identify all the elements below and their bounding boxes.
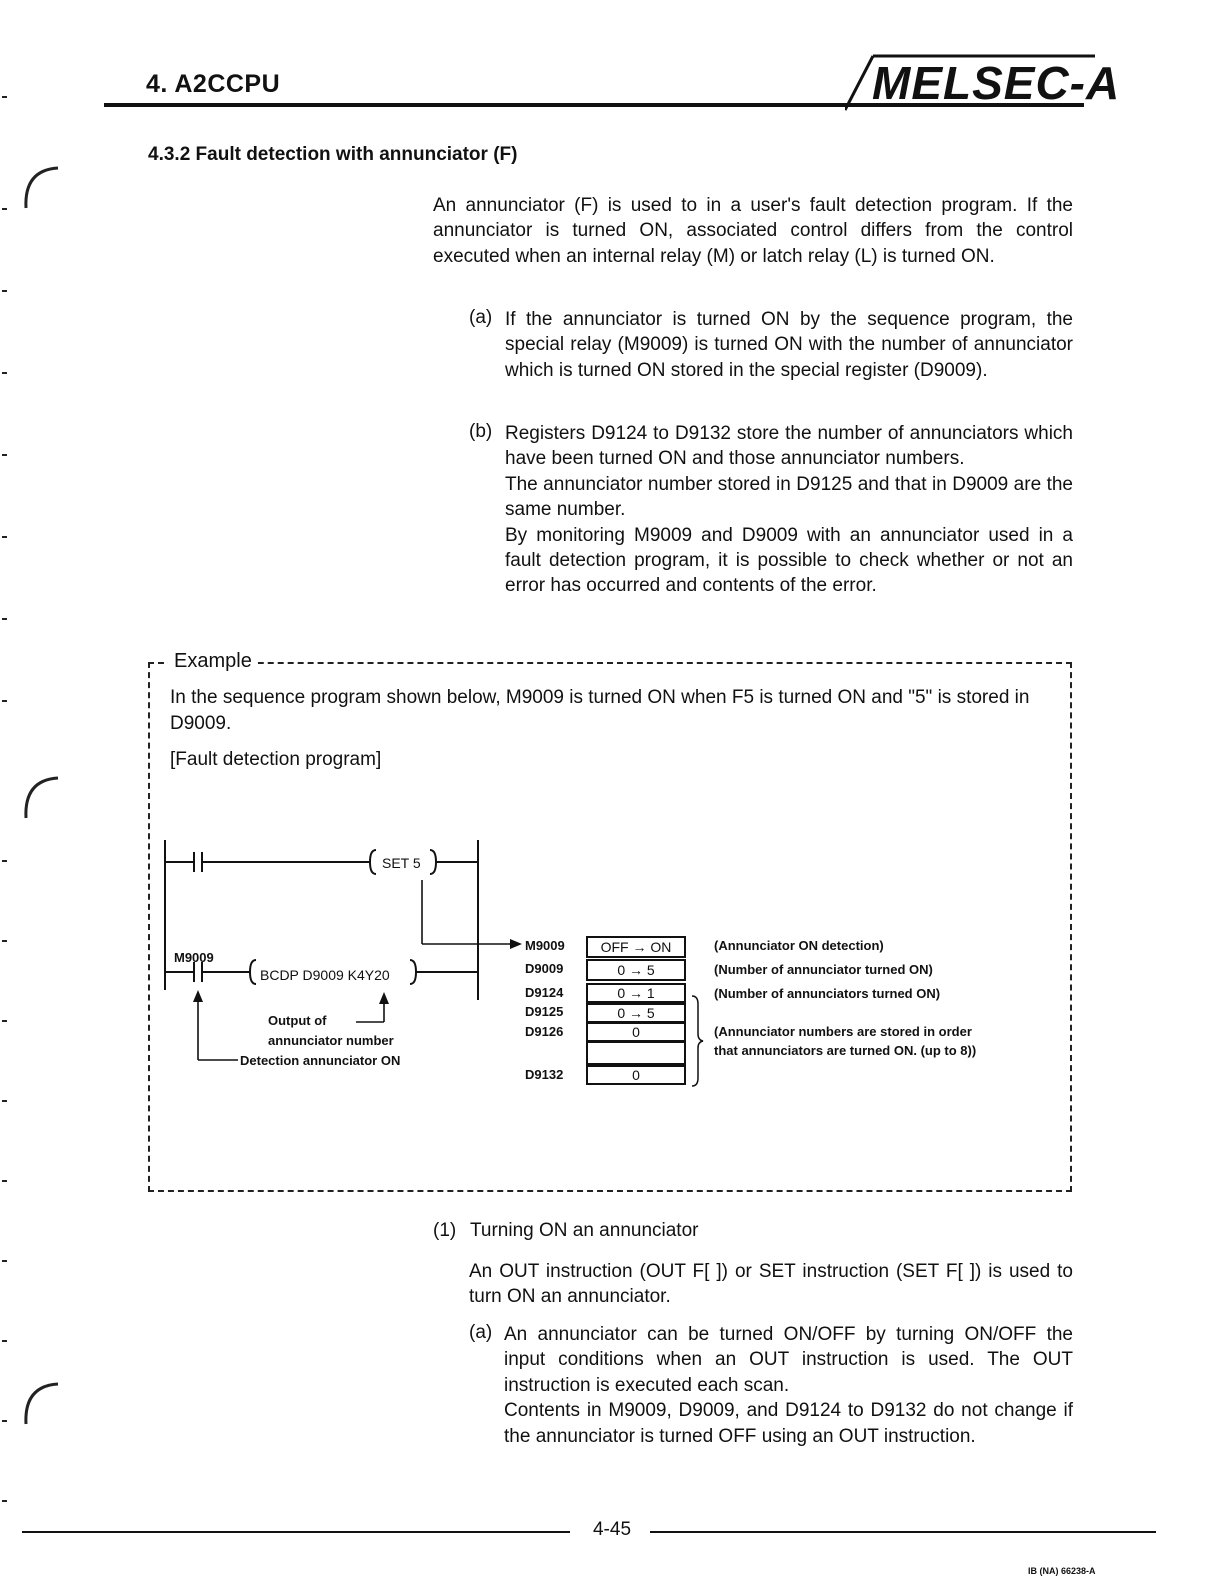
register-value-d9009: 0 → 5 <box>586 959 686 981</box>
binder-hole-arc <box>14 770 64 830</box>
register-name: D9009 <box>525 961 564 976</box>
register-name: D9126 <box>525 1024 564 1039</box>
margin-tick <box>2 454 7 456</box>
note-output-line1: Output of <box>268 1013 327 1028</box>
intro-paragraph: An annunciator (F) is used to in a user's fault detection program. If the annunciator is turned ON, associated control differs from the control executed when an internal relay (M) or latch relay (L) is turned ON. <box>433 195 1073 267</box>
subsection-number: (1) <box>433 1220 457 1241</box>
annotation-d9009: (Number of annunciator turned ON) <box>714 962 933 977</box>
margin-tick <box>2 1260 7 1262</box>
subsection-item-a-line: An annunciator can be turned ON/OFF by turning ON/OFF the input conditions when an OUT instruction is used. The OUT instruction is executed each scan. <box>504 1324 1073 1396</box>
subsection-text: An OUT instruction (OUT F[ ]) or SET instruction (SET F[ ]) is used to turn ON an annunciator. <box>469 1261 1073 1308</box>
note-detection: Detection annunciator ON <box>240 1053 401 1068</box>
margin-tick <box>2 1180 7 1182</box>
margin-tick <box>2 1020 7 1022</box>
annotation-order-line2: that annunciators are turned ON. (up to 8)) <box>714 1043 977 1058</box>
margin-tick <box>2 1340 7 1342</box>
margin-tick <box>2 700 7 702</box>
item-b-label: (b) <box>469 421 493 442</box>
margin-tick <box>2 860 7 862</box>
subsection-title: Turning ON an annunciator <box>470 1220 699 1241</box>
annotation-order-line1: (Annunciator numbers are stored in order <box>714 1024 972 1039</box>
register-value-blank <box>586 1041 686 1065</box>
item-b-line: Registers D9124 to D9132 store the number of annunciators which have been turned ON and those annunciator numbers. <box>505 423 1073 470</box>
footer-rule-left <box>22 1531 570 1533</box>
binder-hole-arc <box>14 1376 64 1436</box>
register-name: D9124 <box>525 985 564 1000</box>
register-value-d9132: 0 <box>586 1065 686 1085</box>
melsec-logo: MELSEC-A <box>872 57 1121 109</box>
subsection-item-a-text <box>504 1322 1073 1449</box>
example-subheading: [Fault detection program] <box>170 749 382 770</box>
item-b-line: By monitoring M9009 and D9009 with an annunciator used in a fault detection program, it is possible to check whether or not an error has occurred and contents of the error. <box>505 524 1073 597</box>
section-heading: 4.3.2 Fault detection with annunciator (F) <box>148 144 518 165</box>
register-name: M9009 <box>525 938 565 953</box>
margin-tick <box>2 208 7 210</box>
margin-tick <box>2 1420 7 1422</box>
annotation-d9124: (Number of annunciators turned ON) <box>714 986 941 1001</box>
register-value-d9124: 0 → 1 <box>586 983 686 1003</box>
item-b-text <box>505 421 1073 599</box>
margin-tick <box>2 618 7 620</box>
set-instruction: SET 5 <box>382 855 421 871</box>
item-a-text: If the annunciator is turned ON by the sequence program, the special relay (M9009) is turned ON with the number of annunciator which is turned ON stored in the special register (D9009). <box>505 309 1073 381</box>
margin-tick <box>2 372 7 374</box>
item-a-label: (a) <box>469 307 493 328</box>
item-b-line: The annunciator number stored in D9125 and that in D9009 are the same number. <box>505 473 1073 521</box>
register-value-d9126: 0 <box>586 1022 686 1042</box>
binder-hole-arc <box>14 160 64 220</box>
register-name: D9132 <box>525 1067 564 1082</box>
example-description: In the sequence program shown below, M9009 is turned ON when F5 is turned ON and "5" is stored in D9009. <box>170 687 1030 734</box>
chapter-title: 4. A2CCPU <box>146 70 281 98</box>
margin-tick <box>2 940 7 942</box>
contact-label-m9009: M9009 <box>174 950 214 965</box>
page-number: 4-45 <box>592 1519 632 1540</box>
margin-tick <box>2 290 7 292</box>
margin-tick <box>2 96 7 98</box>
footer-rule-right <box>650 1531 1156 1533</box>
margin-tick <box>2 1100 7 1102</box>
register-brace <box>690 994 706 1088</box>
annotation-m9009: (Annunciator ON detection) <box>714 938 884 953</box>
register-value-d9125: 0 → 5 <box>586 1003 686 1023</box>
bcdp-instruction: BCDP D9009 K4Y20 <box>260 967 390 983</box>
subsection-item-a-label: (a) <box>469 1322 493 1343</box>
register-name: D9125 <box>525 1004 564 1019</box>
subsection-item-a-line: Contents in M9009, D9009, and D9124 to D9132 do not change if the annunciator is turned OFF using an OUT instruction. <box>504 1400 1073 1447</box>
example-label: Example <box>168 650 258 673</box>
ladder-diagram <box>160 830 600 1090</box>
margin-tick <box>2 1500 7 1502</box>
document-code: IB (NA) 66238-A <box>1028 1566 1096 1576</box>
margin-tick <box>2 536 7 538</box>
register-value-m9009: OFF → ON <box>586 936 686 958</box>
note-output-line2: annunciator number <box>268 1033 394 1048</box>
